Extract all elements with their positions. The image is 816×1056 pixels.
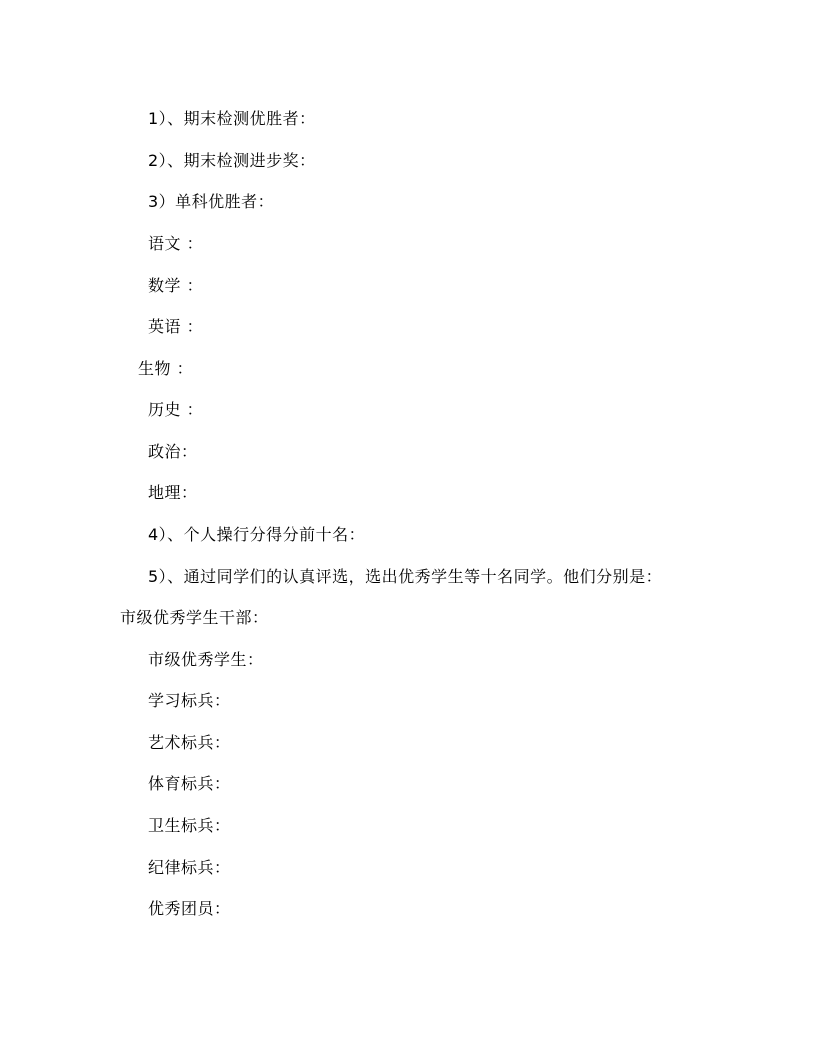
award-league-member: 优秀团员： bbox=[148, 899, 231, 918]
subject-geography: 地理： bbox=[148, 483, 198, 502]
award-heading-selection: 5）、通过同学们的认真评选，选出优秀学生等十名同学。他们分别是： bbox=[148, 567, 663, 586]
award-study-model: 学习标兵： bbox=[148, 691, 231, 710]
award-heading-final-exam-progress: 2）、期末检测进步奖： bbox=[148, 151, 316, 170]
award-hygiene-model: 卫生标兵： bbox=[148, 816, 231, 835]
award-city-student-cadre: 市级优秀学生干部： bbox=[120, 608, 269, 627]
award-heading-conduct-top-ten: 4）、个人操行分得分前十名： bbox=[148, 525, 366, 544]
award-discipline-model: 纪律标兵： bbox=[148, 858, 231, 877]
subject-math: 数学 ： bbox=[148, 276, 204, 295]
subject-politics: 政治： bbox=[148, 442, 198, 461]
subject-history: 历史 ： bbox=[148, 400, 204, 419]
subject-english: 英语 ： bbox=[148, 317, 204, 336]
award-heading-single-subject: 3）单科优胜者： bbox=[148, 192, 275, 211]
award-city-student: 市级优秀学生： bbox=[148, 650, 264, 669]
award-sports-model: 体育标兵： bbox=[148, 774, 231, 793]
award-heading-final-exam-winners: 1）、期末检测优胜者： bbox=[148, 109, 316, 128]
subject-chinese: 语文 ： bbox=[148, 234, 204, 253]
award-art-model: 艺术标兵： bbox=[148, 733, 231, 752]
subject-biology: 生物 ： bbox=[138, 359, 194, 378]
